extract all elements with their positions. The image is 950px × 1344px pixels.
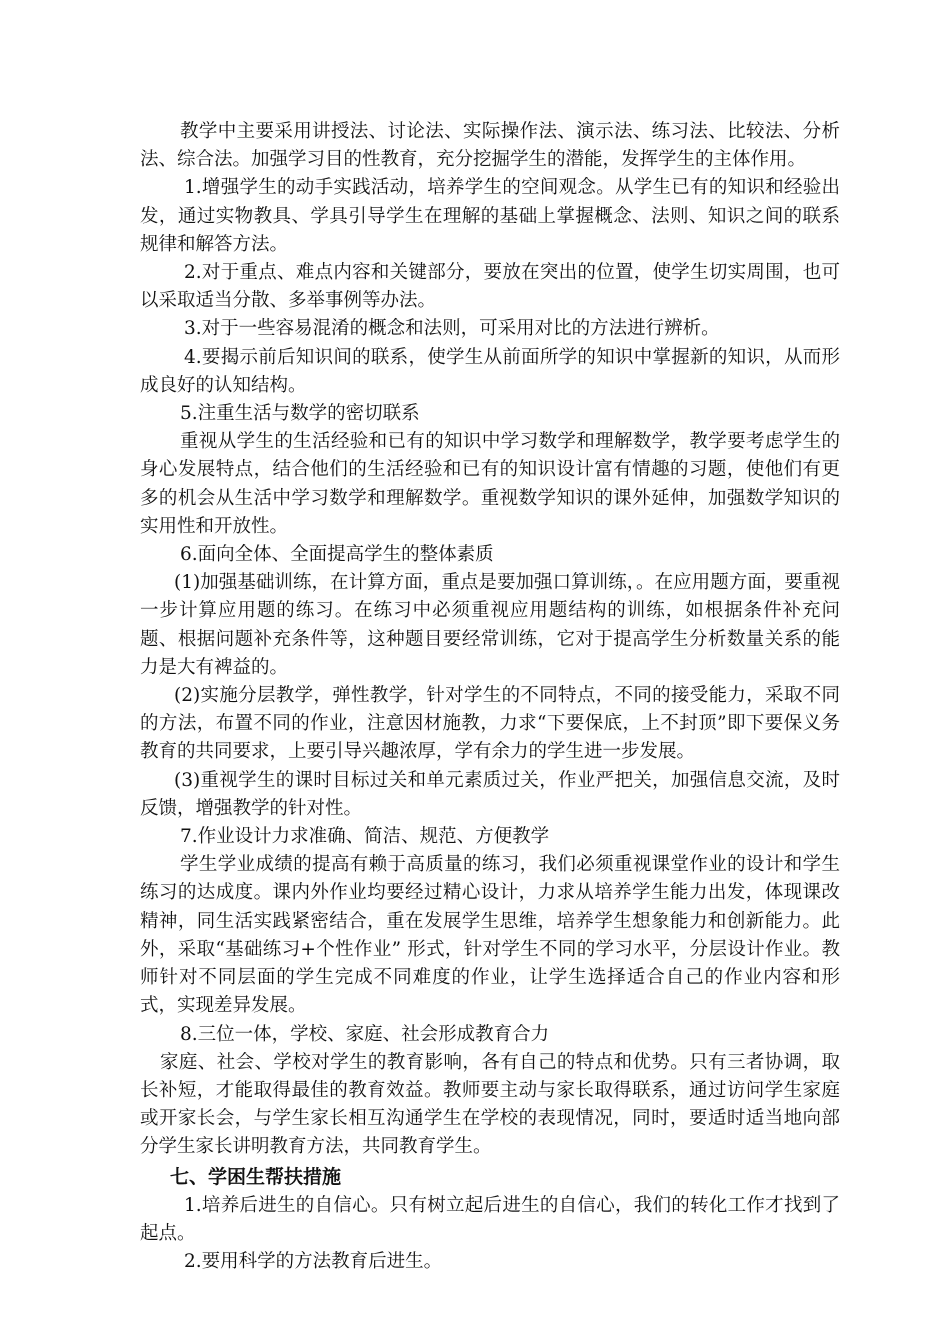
item-7-paragraph: 学生学业成绩的提高有赖于高质量的练习，我们必须重视课堂作业的设计和学生练习的达成度。课内外作业均要经过精心设计，力求从培养学生能力出发，体现课改精神，同生活实践紧密结合，重在发展学生思维，培养学生想象能力和创新能力。此外，采取“基础练习+个性作业” 形式，针对学生不同的学习水平，分层设计作业。教师针对不同层面的学生完成不同难度的作业，让学生选择适合自己的作业内容和形式，实现差异发展。 [140, 854, 840, 1017]
item-8-paragraph: 家庭、社会、学校对学生的教育影响，各有自己的特点和优势。只有三者协调，取长补短，才能取得最佳的教育效益。教师要主动与家长取得联系，通过访问学生家庭或开家长会，与学生家长相互沟通学生在学校的表现情况，同时，要适时适当地向部分学生家长讲明教育方法，共同教育学生。 [140, 1051, 840, 1158]
item-1-paragraph: 1.增强学生的动手实践活动，培养学生的空间观念。从学生已有的知识和经验出发，通过实物教具、学具引导学生在理解的基础上掌握概念、法则、知识之间的联系规律和解答方法。 [140, 177, 840, 255]
item-5-heading: 5.注重生活与数学的密切联系 [180, 403, 420, 425]
item-3-paragraph: 3.对于一些容易混淆的概念和法则，可采用对比的方法进行辨析。 [184, 318, 720, 340]
item-5-paragraph: 重视从学生的生活经验和已有的知识中学习数学和理解数学，教学要考虑学生的身心发展特点，结合他们的生活经验和已有的知识设计富有情趣的习题，使他们有更多的机会从生活中学习数学和理解数学。重视数学知识的课外延伸，加强数学知识的实用性和开放性。 [140, 431, 840, 537]
item-6-heading: 6.面向全体、全面提高学生的整体素质 [180, 544, 494, 566]
intro-paragraph: 教学中主要采用讲授法、讨论法、实际操作法、演示法、练习法、比较法、分析法、综合法。加强学习目的性教育，充分挖掘学生的潜能，发挥学生的主体作用。 [140, 121, 840, 171]
item-2-paragraph: 2.对于重点、难点内容和关键部分，要放在突出的位置，使学生切实周围，也可以采取适当分散、多举事例等办法。 [140, 262, 840, 312]
document-page [140, 118, 840, 1276]
item-6-sub-3-paragraph: (3)重视学生的课时目标过关和单元素质过关，作业严把关，加强信息交流，及时反馈，增强教学的针对性。 [140, 769, 840, 819]
section-item-1: 1.培养后进生的自信心。只有树立起后进生的自信心，我们的转化工作才找到了起点。 [140, 1194, 840, 1244]
section-heading: 七、学困生帮扶措施 [170, 1165, 342, 1188]
item-8-heading: 8.三位一体，学校、家庭、社会形成教育合力 [180, 1023, 550, 1045]
item-6-sub-2-paragraph: (2)实施分层教学，弹性教学，针对学生的不同特点，不同的接受能力，采取不同的方法，布置不同的作业，注意因材施教，力求“下要保底，上不封顶”即下要保义务教育的共同要求，上要引导兴趣浓厚，学有余力的学生进一步发展。 [140, 685, 840, 763]
section-item-2: 2.要用科学的方法教育后进生。 [184, 1250, 443, 1272]
item-7-heading: 7.作业设计力求准确、简洁、规范、方便教学 [180, 826, 550, 848]
item-6-sub-1-paragraph: (1)加强基础训练，在计算方面，重点是要加强口算训练，。在应用题方面，要重视一步计算应用题的练习。在练习中必须重视应用题结构的训练，如根据条件补充问题、根据问题补充条件等，这种题目要经常训练，它对于提高学生分析数量关系的能力是大有裨益的。 [140, 572, 840, 678]
item-4-paragraph: 4.要揭示前后知识间的联系，使学生从前面所学的知识中掌握新的知识，从而形成良好的认知结构。 [140, 346, 840, 396]
